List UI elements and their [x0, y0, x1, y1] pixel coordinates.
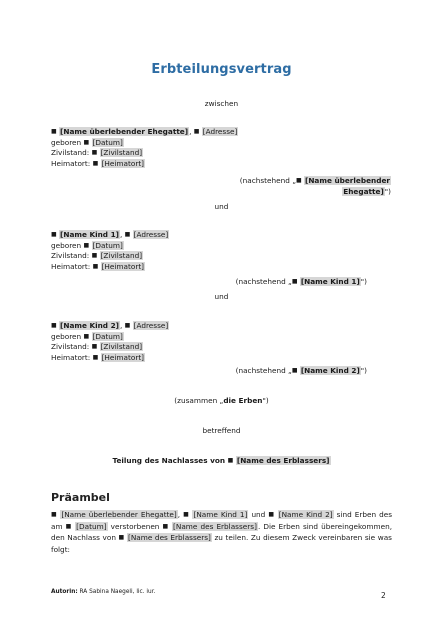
footer-author: Autorin: RA Sabina Naegeli, lic. iur.: [51, 589, 156, 595]
party-3-name: [Name Kind 2]: [60, 321, 119, 330]
party-3-civil-status: [Zivilstand]: [100, 342, 143, 351]
praeambel-heading: Präambel: [51, 491, 110, 504]
party-2-address: [Adresse]: [133, 230, 169, 239]
party-3-reference: (nachstehend „■ [Name Kind 2]"): [235, 366, 367, 375]
page-number: 2: [381, 591, 386, 600]
zwischen-label: zwischen: [204, 99, 239, 108]
party-2-origin-line: Heimatort: ■ [Heimatort]: [51, 261, 145, 271]
party-1-name-line: ■ [Name überlebender Ehegatte], ■ [Adresse]: [51, 127, 238, 136]
party-1-civil-line: Zivilstand: ■ [Zivilstand]: [51, 148, 143, 157]
party-2-civil-line: Zivilstand: ■ [Zivilstand]: [51, 251, 143, 260]
party-1-date: [Datum]: [92, 137, 123, 147]
party-2-born-line: geboren ■ [Datum]: [51, 240, 123, 250]
und-label-1: und: [214, 202, 229, 211]
party-2-block: [51, 230, 391, 272]
praeambel-paragraph: ■ [Name überlebender Ehegatte], ■ [Name Kind 1] und ■ [Name Kind 2] sind Erben des am ■ [Datum] verstorbenen ■ [Name des Erblassers]. Die Erben sind übereingekommen, den Nachlass von ■ [Name des Erblassers] zu teilen. Zu diesem Zweck vereinbaren sie was folgt:: [51, 510, 393, 554]
betreffend-label: betreffend: [202, 426, 241, 435]
party-3-origin-line: Heimatort: ■ [Heimatort]: [51, 352, 145, 362]
party-3-civil-line: Zivilstand: ■ [Zivilstand]: [51, 342, 143, 351]
document-title: Erbteilungsvertrag: [151, 62, 292, 77]
party-1-reference: (nachstehend „■ [Name überlebender Ehegatte]"): [239, 176, 391, 196]
party-1-address: [Adresse]: [202, 127, 238, 136]
party-3-address: [Adresse]: [133, 321, 169, 330]
party-3-date: [Datum]: [92, 331, 123, 341]
party-3-name-line: ■ [Name Kind 2], ■ [Adresse]: [51, 321, 169, 330]
party-2-name-line: ■ [Name Kind 1], ■ [Adresse]: [51, 230, 169, 239]
zusammen-line: (zusammen „die Erben"): [174, 396, 269, 405]
party-1-origin: [Heimatort]: [101, 158, 145, 168]
subject-line: Teilung des Nachlasses von ■ [Name des Erblassers]: [112, 456, 330, 465]
party-1-civil-status: [Zivilstand]: [100, 148, 143, 157]
party-3-born-line: geboren ■ [Datum]: [51, 331, 123, 341]
party-3-origin: [Heimatort]: [101, 352, 145, 362]
party-2-civil-status: [Zivilstand]: [100, 251, 143, 260]
party-2-name: [Name Kind 1]: [60, 230, 119, 239]
party-3-block: [51, 321, 391, 363]
party-2-origin: [Heimatort]: [101, 261, 145, 271]
party-1-name: [Name überlebender Ehegatte]: [60, 127, 189, 136]
party-2-reference: (nachstehend „■ [Name Kind 1]"): [235, 277, 367, 286]
und-label-2: und: [214, 292, 229, 301]
party-1-origin-line: Heimatort: ■ [Heimatort]: [51, 158, 145, 168]
party-1-block: [51, 127, 391, 169]
party-1-born-line: geboren ■ [Datum]: [51, 137, 123, 147]
party-2-date: [Datum]: [92, 240, 123, 250]
